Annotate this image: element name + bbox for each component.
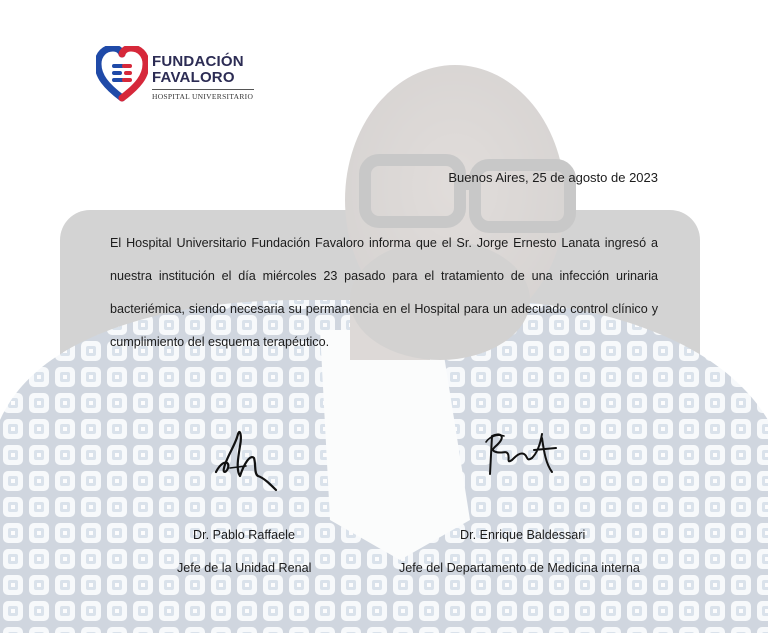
letter-date: Buenos Aires, 25 de agosto de 2023 bbox=[448, 170, 658, 185]
signatory-role: Jefe de la Unidad Renal bbox=[177, 561, 312, 575]
signatory-name: Dr. Enrique Baldessari bbox=[460, 528, 586, 542]
heart-logo-icon bbox=[96, 46, 148, 102]
logo-subtitle: HOSPITAL UNIVERSITARIO bbox=[152, 92, 254, 101]
logo-line-fundacion: FUNDACIÓN bbox=[152, 53, 244, 70]
fundacion-favaloro-logo bbox=[96, 46, 266, 106]
signature-enrique-baldessari bbox=[476, 428, 560, 482]
signatory-name: Dr. Pablo Raffaele bbox=[193, 528, 295, 542]
signatory-role: Jefe del Departamento de Medicina interna bbox=[399, 561, 640, 575]
signature-pablo-raffaele bbox=[210, 424, 286, 494]
logo-divider bbox=[152, 89, 254, 90]
logo-line-favaloro: FAVALORO bbox=[152, 69, 235, 86]
letter-body: El Hospital Universitario Fundación Favaloro informa que el Sr. Jorge Ernesto Lanata ingresó a nuestra institución el día miércoles 23 pasado para el tratamiento de una infección urinaria bacteriémica, siendo necesaria su permanencia en el Hospital para un adecuado control clínico y cumplimiento del esquema terapéutico. bbox=[110, 236, 658, 349]
logo-wordmark bbox=[152, 54, 254, 101]
